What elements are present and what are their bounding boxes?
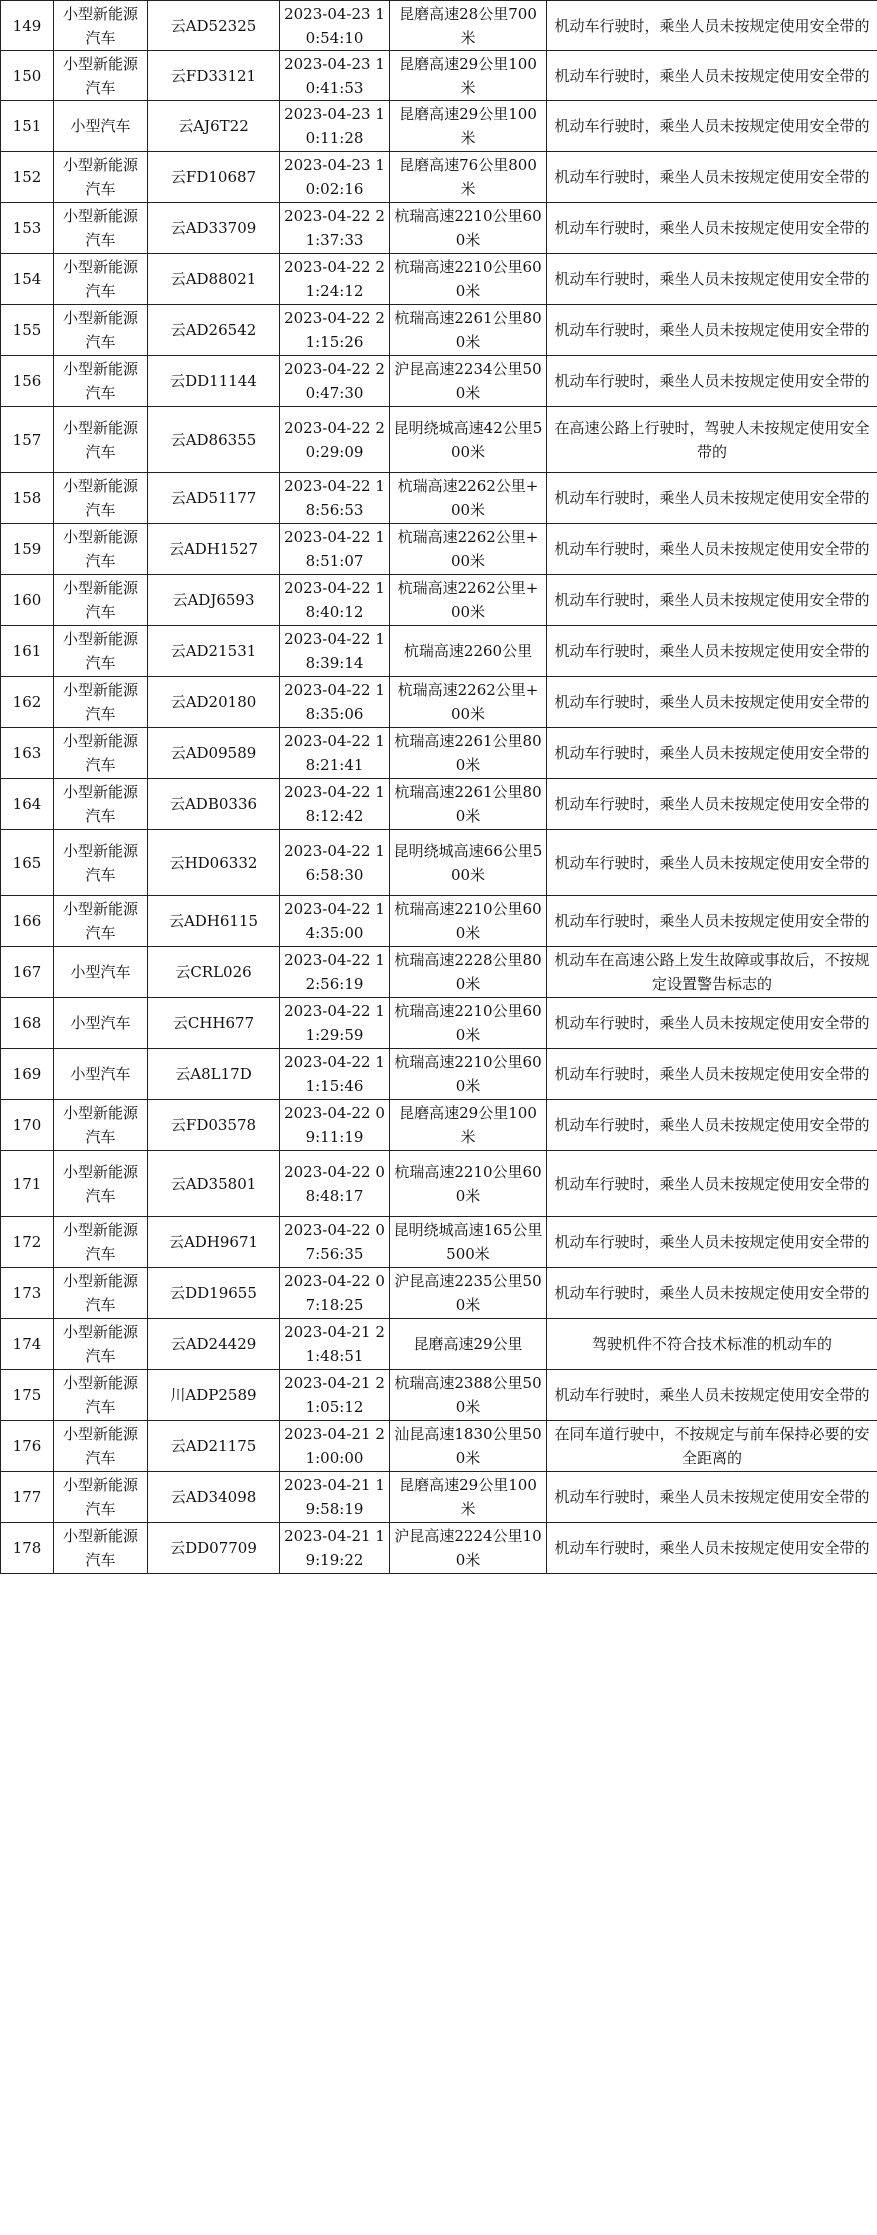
vehicle-type: 小型新能源汽车 [54, 152, 148, 203]
plate-number: 云CRL026 [148, 947, 280, 998]
violation-description: 机动车行驶时，乘坐人员未按规定使用安全带的 [547, 524, 877, 575]
plate-number: 云FD03578 [148, 1100, 280, 1151]
table-row [1, 575, 877, 626]
violation-time: 2023-04-23 10:02:16 [280, 152, 390, 203]
table-row [1, 254, 877, 305]
violation-time: 2023-04-22 18:21:41 [280, 728, 390, 779]
record-number: 149 [1, 1, 54, 51]
violation-time: 2023-04-23 10:54:10 [280, 1, 390, 51]
table-row [1, 830, 877, 896]
violation-location: 昆明绕城高速165公里500米 [390, 1217, 547, 1268]
violation-time: 2023-04-22 18:12:42 [280, 779, 390, 830]
plate-number: 云ADJ6593 [148, 575, 280, 626]
violation-location: 沪昆高速2235公里500米 [390, 1268, 547, 1319]
table-row [1, 677, 877, 728]
violation-location: 杭瑞高速2210公里600米 [390, 203, 547, 254]
violation-time: 2023-04-23 10:41:53 [280, 51, 390, 101]
violation-time: 2023-04-21 21:00:00 [280, 1421, 390, 1472]
vehicle-type: 小型新能源汽车 [54, 203, 148, 254]
table-row [1, 1421, 877, 1472]
plate-number: 云AD21531 [148, 626, 280, 677]
violation-time: 2023-04-22 12:56:19 [280, 947, 390, 998]
violation-description: 机动车行驶时，乘坐人员未按规定使用安全带的 [547, 1472, 877, 1523]
violation-location: 昆磨高速76公里800米 [390, 152, 547, 203]
table-row [1, 1217, 877, 1268]
violation-description: 机动车行驶时，乘坐人员未按规定使用安全带的 [547, 575, 877, 626]
vehicle-type: 小型新能源汽车 [54, 626, 148, 677]
violation-time: 2023-04-21 21:48:51 [280, 1319, 390, 1370]
violation-location: 沪昆高速2234公里500米 [390, 356, 547, 407]
vehicle-type: 小型新能源汽车 [54, 254, 148, 305]
violation-description: 机动车行驶时，乘坐人员未按规定使用安全带的 [547, 998, 877, 1049]
table-row [1, 626, 877, 677]
violation-location: 杭瑞高速2261公里800米 [390, 305, 547, 356]
record-number: 171 [1, 1151, 54, 1217]
vehicle-type: 小型新能源汽车 [54, 1370, 148, 1421]
violation-location: 昆明绕城高速42公里500米 [390, 407, 547, 473]
plate-number: 云AD34098 [148, 1472, 280, 1523]
plate-number: 云ADB0336 [148, 779, 280, 830]
table-row [1, 356, 877, 407]
plate-number: 云AD24429 [148, 1319, 280, 1370]
violation-description: 机动车行驶时，乘坐人员未按规定使用安全带的 [547, 626, 877, 677]
table-row [1, 728, 877, 779]
violation-time: 2023-04-22 18:40:12 [280, 575, 390, 626]
plate-number: 云AD20180 [148, 677, 280, 728]
table-row [1, 101, 877, 152]
plate-number: 云HD06332 [148, 830, 280, 896]
plate-number: 云AJ6T22 [148, 101, 280, 152]
record-number: 156 [1, 356, 54, 407]
violation-location: 杭瑞高速2262公里+00米 [390, 575, 547, 626]
violation-location: 杭瑞高速2262公里+00米 [390, 524, 547, 575]
plate-number: 云AD86355 [148, 407, 280, 473]
violation-description: 机动车行驶时，乘坐人员未按规定使用安全带的 [547, 305, 877, 356]
violation-location: 昆明绕城高速66公里500米 [390, 830, 547, 896]
table-row [1, 1100, 877, 1151]
violation-description: 机动车行驶时，乘坐人员未按规定使用安全带的 [547, 1268, 877, 1319]
violation-time: 2023-04-22 21:24:12 [280, 254, 390, 305]
vehicle-type: 小型新能源汽车 [54, 356, 148, 407]
table-row [1, 1319, 877, 1370]
violation-description: 机动车行驶时，乘坐人员未按规定使用安全带的 [547, 1217, 877, 1268]
vehicle-type: 小型新能源汽车 [54, 407, 148, 473]
record-number: 160 [1, 575, 54, 626]
violation-description: 机动车行驶时，乘坐人员未按规定使用安全带的 [547, 677, 877, 728]
violation-location: 杭瑞高速2210公里600米 [390, 896, 547, 947]
records-body [1, 1, 877, 1574]
violation-location: 杭瑞高速2210公里600米 [390, 254, 547, 305]
table-row [1, 896, 877, 947]
record-number: 178 [1, 1523, 54, 1574]
violation-description: 机动车行驶时，乘坐人员未按规定使用安全带的 [547, 356, 877, 407]
table-row [1, 1049, 877, 1100]
violation-description: 机动车行驶时，乘坐人员未按规定使用安全带的 [547, 728, 877, 779]
plate-number: 云DD19655 [148, 1268, 280, 1319]
violation-description: 机动车行驶时，乘坐人员未按规定使用安全带的 [547, 152, 877, 203]
vehicle-type: 小型新能源汽车 [54, 51, 148, 101]
plate-number: 云CHH677 [148, 998, 280, 1049]
violation-time: 2023-04-22 11:29:59 [280, 998, 390, 1049]
vehicle-type: 小型新能源汽车 [54, 1421, 148, 1472]
table-row [1, 51, 877, 101]
violation-location: 昆磨高速29公里100米 [390, 101, 547, 152]
plate-number: 云AD33709 [148, 203, 280, 254]
violation-location: 杭瑞高速2210公里600米 [390, 1151, 547, 1217]
vehicle-type: 小型新能源汽车 [54, 575, 148, 626]
table-row [1, 1370, 877, 1421]
violation-time: 2023-04-22 09:11:19 [280, 1100, 390, 1151]
record-number: 157 [1, 407, 54, 473]
record-number: 172 [1, 1217, 54, 1268]
violation-description: 机动车行驶时，乘坐人员未按规定使用安全带的 [547, 779, 877, 830]
plate-number: 云AD21175 [148, 1421, 280, 1472]
violation-time: 2023-04-22 07:56:35 [280, 1217, 390, 1268]
violation-location: 杭瑞高速2260公里 [390, 626, 547, 677]
table-row [1, 998, 877, 1049]
vehicle-type: 小型新能源汽车 [54, 305, 148, 356]
plate-number: 云ADH9671 [148, 1217, 280, 1268]
violation-time: 2023-04-22 18:35:06 [280, 677, 390, 728]
record-number: 173 [1, 1268, 54, 1319]
violation-description: 机动车行驶时，乘坐人员未按规定使用安全带的 [547, 1151, 877, 1217]
violation-time: 2023-04-22 08:48:17 [280, 1151, 390, 1217]
record-number: 174 [1, 1319, 54, 1370]
record-number: 177 [1, 1472, 54, 1523]
violation-description: 机动车行驶时，乘坐人员未按规定使用安全带的 [547, 203, 877, 254]
violation-location: 昆磨高速29公里100米 [390, 1100, 547, 1151]
violation-location: 杭瑞高速2210公里600米 [390, 998, 547, 1049]
table-row [1, 1523, 877, 1574]
table-row [1, 1268, 877, 1319]
table-row [1, 1151, 877, 1217]
vehicle-type: 小型汽车 [54, 1049, 148, 1100]
vehicle-type: 小型新能源汽车 [54, 1217, 148, 1268]
table-row [1, 305, 877, 356]
violation-location: 杭瑞高速2262公里+00米 [390, 677, 547, 728]
table-row [1, 524, 877, 575]
violation-location: 汕昆高速1830公里500米 [390, 1421, 547, 1472]
violation-time: 2023-04-22 20:29:09 [280, 407, 390, 473]
plate-number: 云AD09589 [148, 728, 280, 779]
table-row [1, 1, 877, 51]
record-number: 175 [1, 1370, 54, 1421]
violation-description: 机动车行驶时，乘坐人员未按规定使用安全带的 [547, 1523, 877, 1574]
plate-number: 云ADH1527 [148, 524, 280, 575]
record-number: 166 [1, 896, 54, 947]
plate-number: 云AD52325 [148, 1, 280, 51]
table-row [1, 152, 877, 203]
violation-time: 2023-04-22 11:15:46 [280, 1049, 390, 1100]
vehicle-type: 小型新能源汽车 [54, 1523, 148, 1574]
record-number: 158 [1, 473, 54, 524]
record-number: 159 [1, 524, 54, 575]
violation-description: 机动车行驶时，乘坐人员未按规定使用安全带的 [547, 1, 877, 51]
vehicle-type: 小型新能源汽车 [54, 1, 148, 51]
violation-time: 2023-04-22 14:35:00 [280, 896, 390, 947]
vehicle-type: 小型新能源汽车 [54, 524, 148, 575]
vehicle-type: 小型新能源汽车 [54, 1151, 148, 1217]
table-row [1, 1472, 877, 1523]
violation-description: 机动车行驶时，乘坐人员未按规定使用安全带的 [547, 1100, 877, 1151]
plate-number: 云DD11144 [148, 356, 280, 407]
violation-description: 机动车行驶时，乘坐人员未按规定使用安全带的 [547, 830, 877, 896]
violation-time: 2023-04-22 07:18:25 [280, 1268, 390, 1319]
violation-time: 2023-04-21 19:19:22 [280, 1523, 390, 1574]
violation-description: 机动车行驶时，乘坐人员未按规定使用安全带的 [547, 896, 877, 947]
violation-location: 杭瑞高速2261公里800米 [390, 728, 547, 779]
plate-number: 云AD26542 [148, 305, 280, 356]
violation-location: 杭瑞高速2261公里800米 [390, 779, 547, 830]
vehicle-type: 小型新能源汽车 [54, 779, 148, 830]
plate-number: 云AD88021 [148, 254, 280, 305]
table-row [1, 203, 877, 254]
record-number: 169 [1, 1049, 54, 1100]
violation-time: 2023-04-22 18:56:53 [280, 473, 390, 524]
violation-time: 2023-04-22 20:47:30 [280, 356, 390, 407]
vehicle-type: 小型新能源汽车 [54, 1472, 148, 1523]
violation-time: 2023-04-21 21:05:12 [280, 1370, 390, 1421]
plate-number: 云AD35801 [148, 1151, 280, 1217]
plate-number: 云A8L17D [148, 1049, 280, 1100]
record-number: 167 [1, 947, 54, 998]
violation-location: 沪昆高速2224公里100米 [390, 1523, 547, 1574]
violation-location: 昆磨高速29公里100米 [390, 1472, 547, 1523]
violation-description: 在高速公路上行驶时，驾驶人未按规定使用安全带的 [547, 407, 877, 473]
record-number: 162 [1, 677, 54, 728]
table-row [1, 947, 877, 998]
plate-number: 云ADH6115 [148, 896, 280, 947]
record-number: 155 [1, 305, 54, 356]
record-number: 152 [1, 152, 54, 203]
violation-time: 2023-04-22 18:39:14 [280, 626, 390, 677]
vehicle-type: 小型新能源汽车 [54, 473, 148, 524]
violation-location: 杭瑞高速2388公里500米 [390, 1370, 547, 1421]
violation-location: 昆磨高速28公里700米 [390, 1, 547, 51]
violation-description: 机动车行驶时，乘坐人员未按规定使用安全带的 [547, 1370, 877, 1421]
violation-location: 昆磨高速29公里100米 [390, 51, 547, 101]
plate-number: 云FD33121 [148, 51, 280, 101]
plate-number: 云DD07709 [148, 1523, 280, 1574]
violation-description: 机动车行驶时，乘坐人员未按规定使用安全带的 [547, 51, 877, 101]
violation-location: 杭瑞高速2210公里600米 [390, 1049, 547, 1100]
record-number: 164 [1, 779, 54, 830]
vehicle-type: 小型汽车 [54, 947, 148, 998]
vehicle-type: 小型新能源汽车 [54, 1100, 148, 1151]
plate-number: 云FD10687 [148, 152, 280, 203]
record-number: 150 [1, 51, 54, 101]
record-number: 165 [1, 830, 54, 896]
violation-time: 2023-04-22 18:51:07 [280, 524, 390, 575]
vehicle-type: 小型新能源汽车 [54, 830, 148, 896]
record-number: 170 [1, 1100, 54, 1151]
table-row [1, 473, 877, 524]
vehicle-type: 小型汽车 [54, 998, 148, 1049]
record-number: 151 [1, 101, 54, 152]
record-number: 168 [1, 998, 54, 1049]
violation-time: 2023-04-21 19:58:19 [280, 1472, 390, 1523]
table-row [1, 779, 877, 830]
violation-description: 机动车行驶时，乘坐人员未按规定使用安全带的 [547, 101, 877, 152]
record-number: 153 [1, 203, 54, 254]
violation-time: 2023-04-22 21:15:26 [280, 305, 390, 356]
violation-description: 机动车行驶时，乘坐人员未按规定使用安全带的 [547, 254, 877, 305]
vehicle-type: 小型新能源汽车 [54, 728, 148, 779]
record-number: 154 [1, 254, 54, 305]
violation-description: 机动车行驶时，乘坐人员未按规定使用安全带的 [547, 1049, 877, 1100]
violation-location: 杭瑞高速2262公里+00米 [390, 473, 547, 524]
violation-time: 2023-04-22 21:37:33 [280, 203, 390, 254]
record-number: 176 [1, 1421, 54, 1472]
vehicle-type: 小型新能源汽车 [54, 1268, 148, 1319]
vehicle-type: 小型汽车 [54, 101, 148, 152]
violation-location: 昆磨高速29公里 [390, 1319, 547, 1370]
vehicle-type: 小型新能源汽车 [54, 1319, 148, 1370]
violation-time: 2023-04-22 16:58:30 [280, 830, 390, 896]
table-row [1, 407, 877, 473]
violation-description: 机动车行驶时，乘坐人员未按规定使用安全带的 [547, 473, 877, 524]
record-number: 161 [1, 626, 54, 677]
plate-number: 川ADP2589 [148, 1370, 280, 1421]
violation-location: 杭瑞高速2228公里800米 [390, 947, 547, 998]
violation-description: 驾驶机件不符合技术标准的机动车的 [547, 1319, 877, 1370]
plate-number: 云AD51177 [148, 473, 280, 524]
vehicle-type: 小型新能源汽车 [54, 677, 148, 728]
violation-description: 机动车在高速公路上发生故障或事故后，不按规定设置警告标志的 [547, 947, 877, 998]
violation-time: 2023-04-23 10:11:28 [280, 101, 390, 152]
record-number: 163 [1, 728, 54, 779]
violation-description: 在同车道行驶中，不按规定与前车保持必要的安全距离的 [547, 1421, 877, 1472]
vehicle-type: 小型新能源汽车 [54, 896, 148, 947]
